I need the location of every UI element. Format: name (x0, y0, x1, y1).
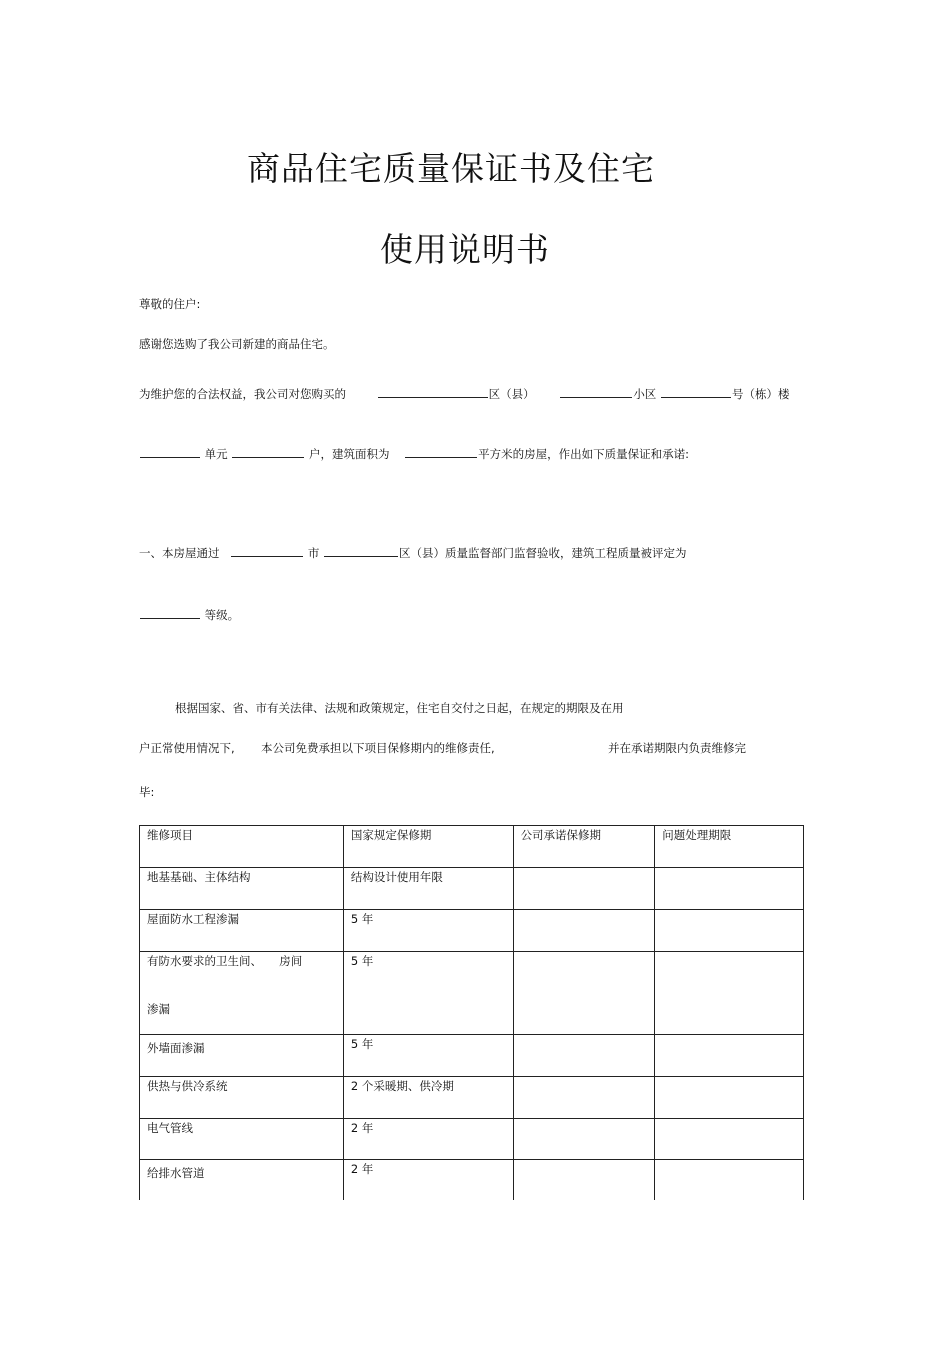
area-label: 平方米的房屋，作出如下质量保证和承诺: (478, 447, 689, 461)
cell-national: 5 年 (343, 952, 513, 1035)
cell-company (513, 1035, 655, 1077)
salutation: 尊敬的住户: (139, 297, 201, 311)
district-blank (378, 386, 488, 398)
table-row (140, 1077, 804, 1119)
section-1-rest: 区（县）质量监督部门监督验收，建筑工程质量被评定为 (398, 546, 687, 560)
header-national: 国家规定保修期 (343, 826, 513, 868)
cell-item: 供热与供冷系统 (140, 1077, 344, 1119)
body-line-1: 根据国家、省、市有关法律、法规和政策规定，住宅自交付之日起，在规定的期限及在用 (175, 701, 624, 715)
cell-national: 2 年 (343, 1119, 513, 1160)
cell-national: 结构设计使用年限 (343, 868, 513, 910)
header-item: 维修项目 (140, 826, 344, 868)
table-row (140, 868, 804, 910)
city-label: 市 (307, 546, 320, 560)
cell-item: 给排水管道 (140, 1160, 344, 1216)
table-row (140, 910, 804, 952)
cell-deadline (655, 868, 804, 910)
table-row (140, 1035, 804, 1077)
cell-national: 5 年 (343, 910, 513, 952)
building-blank (661, 386, 731, 398)
page-bottom-mask (0, 1200, 950, 1345)
district-label: 区（县） (488, 387, 535, 401)
building-label: 号（栋）楼 (731, 387, 790, 401)
unit-label: 单元 (204, 447, 228, 461)
cell-item: 地基基础、主体结构 (140, 868, 344, 910)
body-line-2c: 并在承诺期限内负责维修完 (608, 741, 746, 755)
household-label: 户，建筑面积为 (308, 447, 390, 461)
document-title-line-1: 商品住宅质量保证书及住宅 (247, 149, 655, 188)
section-1-lead: 一、本房屋通过 (139, 546, 220, 560)
cell-item: 有防水要求的卫生间、 房间 渗漏 (140, 952, 344, 1035)
header-deadline: 问题处理期限 (655, 826, 804, 868)
cell-deadline (655, 1077, 804, 1119)
header-company: 公司承诺保修期 (513, 826, 655, 868)
cell-item: 屋面防水工程渗漏 (140, 910, 344, 952)
cell-deadline (655, 952, 804, 1035)
household-blank (232, 446, 304, 458)
body-line-3: 毕: (139, 785, 155, 799)
table-row (140, 952, 804, 1035)
body-line-2b: 本公司免费承担以下项目保修期内的维修责任, (261, 741, 495, 755)
cell-company (513, 952, 655, 1035)
cell-national: 5 年 (343, 1035, 513, 1077)
cell-deadline (655, 910, 804, 952)
body-line-2a: 户正常使用情况下, (139, 741, 235, 755)
area-blank (405, 446, 477, 458)
cell-national: 2 年 (343, 1160, 513, 1216)
grade-line (139, 607, 239, 622)
community-label: 小区 (633, 387, 657, 401)
table-header-row (140, 826, 804, 868)
grade-blank (140, 607, 200, 619)
cell-company (513, 868, 655, 910)
cell-deadline (655, 1119, 804, 1160)
document-title-line-2: 使用说明书 (380, 230, 550, 269)
cell-item-continued: 渗漏 (147, 1002, 170, 1016)
section-1-line (139, 545, 686, 560)
cell-item: 电气管线 (140, 1119, 344, 1160)
cell-item: 外墙面渗漏 (140, 1035, 344, 1077)
cell-deadline (655, 1035, 804, 1077)
thanks-text: 感谢您选购了我公司新建的商品住宅。 (139, 337, 335, 351)
cell-company (513, 1119, 655, 1160)
community-blank (560, 386, 632, 398)
table-row (140, 1119, 804, 1160)
paragraph-address (139, 386, 789, 401)
warranty-table (139, 825, 804, 1216)
cell-company (513, 1077, 655, 1119)
unit-blank (140, 446, 200, 458)
cell-company (513, 910, 655, 952)
cell-national: 2 个采暖期、供冷期 (343, 1077, 513, 1119)
city-blank (231, 545, 303, 557)
address-lead: 为维护您的合法权益，我公司对您购买的 (139, 387, 346, 401)
grade-label: 等级。 (204, 608, 240, 622)
paragraph-unit (139, 446, 689, 461)
district-blank-2 (324, 545, 398, 557)
